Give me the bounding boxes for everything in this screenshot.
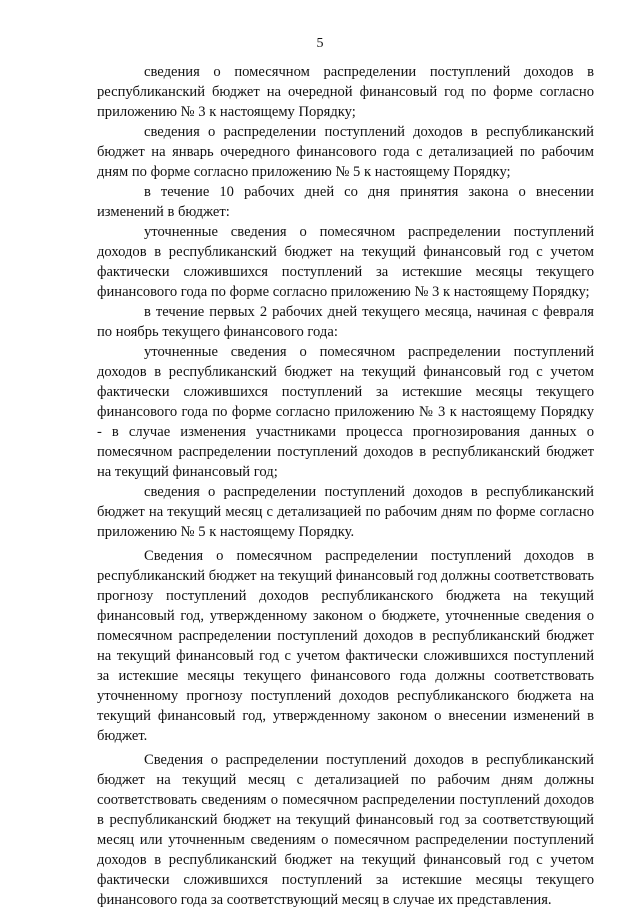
paragraph-8: Сведения о помесячном распределении поступлений доходов в республиканский бюджет на текущий финансовый год должны соответствовать прогнозу поступлений доходов республиканского бюджета на текущий финансовый год, утвержденному законом о бюджете, уточненные сведения о помесячном распределении поступлений доходов в республиканский бюджет на текущий финансовый год с учетом фактически сложившихся поступлений за истекшие месяцы текущего финансового года должны соответствовать уточненному прогнозу поступлений доходов республиканского бюджета на текущий финансовый год, утвержденному законом о внесении изменений в бюджет.	[97, 548, 594, 744]
paragraph-2: сведения о распределении поступлений доходов в республиканский бюджет на январь очередного финансового года с детализацией по рабочим дням по форме согласно приложению № 5 к настоящему Порядку;	[97, 124, 594, 180]
paragraph-7: сведения о распределении поступлений доходов в республиканский бюджет на текущий месяц с детализацией по рабочим дням по форме согласно приложению № 5 к настоящему Порядку.	[97, 484, 594, 540]
page-number: 5	[316, 36, 324, 51]
paragraph-5: в течение первых 2 рабочих дней текущего месяца, начиная с февраля по ноябрь текущего финансового года:	[97, 304, 594, 340]
paragraph-4: уточненные сведения о помесячном распределении поступлений доходов в республиканский бюджет на текущий финансовый год с учетом фактически сложившихся поступлений за истекшие месяцы текущего финансового года по форме согласно приложению № 3 к настоящему Порядку;	[97, 224, 594, 300]
document-body	[97, 62, 594, 910]
paragraph-3: в течение 10 рабочих дней со дня принятия закона о внесении изменений в бюджет:	[97, 184, 594, 220]
paragraph-1: сведения о помесячном распределении поступлений доходов в республиканский бюджет на очередной финансовый год по форме согласно приложению № 3 к настоящему Порядку;	[97, 64, 594, 120]
paragraph-6: уточненные сведения о помесячном распределении поступлений доходов в республиканский бюджет на текущий финансовый год с учетом фактически сложившихся поступлений за истекшие месяцы текущего финансового года по форме согласно приложению № 3 к настоящему Порядку - в случае изменения участниками процесса прогнозирования данных о помесячном распределении поступлений доходов в республиканский бюджет на текущий финансовый год;	[97, 344, 594, 480]
paragraph-9: Сведения о распределении поступлений доходов в республиканский бюджет на текущий месяц с детализацией по рабочим дням должны соответствовать сведениям о помесячном распределении поступлений доходов в республиканский бюджет на текущий финансовый год за соответствующий месяц или уточненным сведениям о помесячном распределении поступлений доходов в республиканский бюджет на текущий финансовый год с учетом фактически сложившихся поступлений за истекшие месяцы текущего финансового года за соответствующий месяц в случае их представления.	[97, 752, 594, 908]
